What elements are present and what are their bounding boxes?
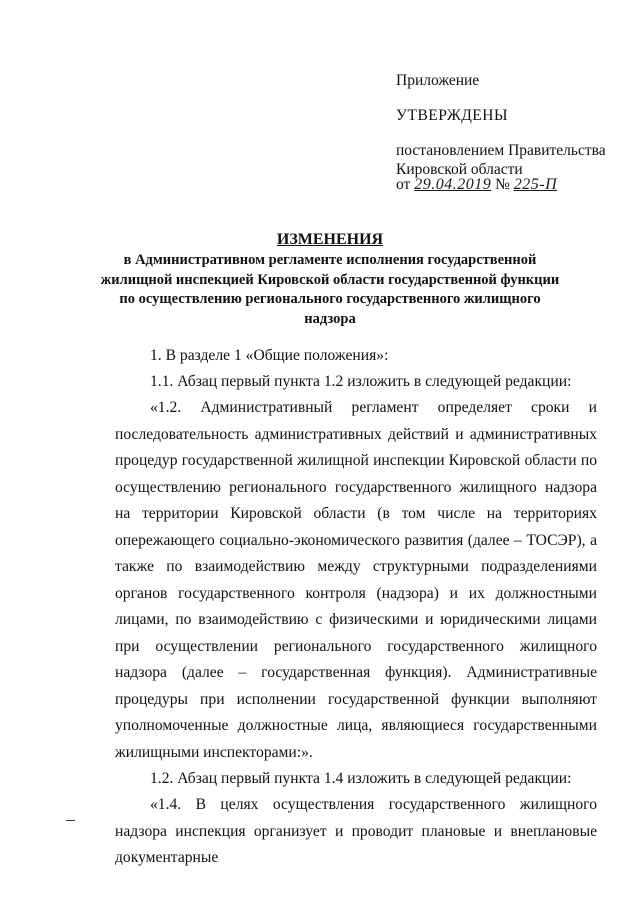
decree-reference bbox=[396, 141, 616, 179]
decree-number: 225-П bbox=[513, 176, 558, 193]
quoted-clause-1-2: «1.2. Административный регламент определяет сроки и последовательность административных действий и административных процедур государственной жилищной инспекции Кировской области по осуществлению регионального государственного жилищного надзора на территории Кировской области (в том числе на территориях опережающего социально-экономического развития (далее – ТОСЭР), а также по взаимодействию между структурными подразделениями органов государственного контроля (надзора) и их должностными лицами, по взаимодействию с физическими и юридическими лицами при осуществлении регионального государственного жилищного надзора (далее – государственная функция). Административные процедуры при исполнении государственной функции выполняют уполномоченные должностные лица, являющиеся государственными жилищными инспекторами:». bbox=[115, 399, 597, 761]
decree-line-1: постановлением Правительства bbox=[396, 142, 606, 159]
appendix-label: Приложение bbox=[396, 72, 480, 89]
decree-line-2: Кировской области bbox=[396, 161, 523, 178]
document-title: ИЗМЕНЕНИЯ bbox=[276, 231, 384, 248]
document-subtitle: в Административном регламенте исполнения государственной жилищной инспекцией Кировской области государственной функции по осуществлению регионального государственного жилищного надзора bbox=[100, 252, 560, 327]
paragraph-1-2: 1.2. Абзац первый пункта 1.4 изложить в следующей редакции: bbox=[150, 770, 572, 787]
from-label: от bbox=[396, 176, 411, 193]
approved-label: УТВЕРЖДЕНЫ bbox=[396, 107, 508, 124]
scan-mark bbox=[66, 820, 75, 821]
decree-date-number bbox=[396, 176, 616, 194]
decree-date: 29.04.2019 bbox=[414, 176, 492, 193]
paragraph-1: 1. В разделе 1 «Общие положения»: bbox=[150, 347, 389, 364]
number-label: № bbox=[495, 176, 510, 193]
quoted-clause-1-4: «1.4. В целях осуществления государственного жилищного надзора инспекция организует и проводит плановые и внеплановые документарные bbox=[115, 796, 597, 866]
paragraph-1-1: 1.1. Абзац первый пункта 1.2 изложить в следующей редакции: bbox=[150, 373, 572, 390]
